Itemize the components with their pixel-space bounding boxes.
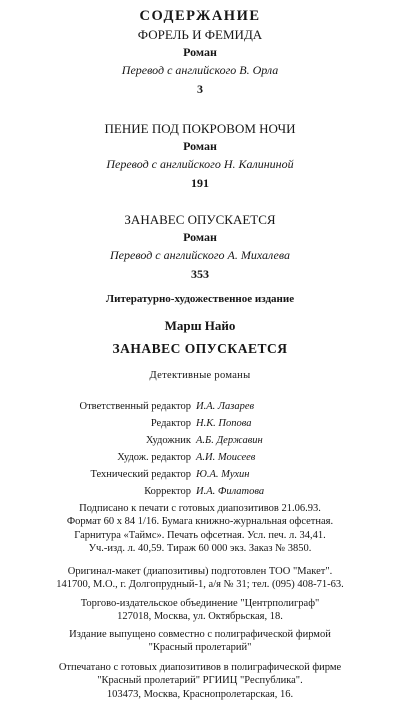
- work-title: ПЕНИЕ ПОД ПОКРОВОМ НОЧИ: [104, 121, 296, 136]
- print-specs: [0, 502, 400, 555]
- layout-origin-line: 141700, М.О., г. Долгопрудный-1, а/я № 31; тел. (095) 408-71-63.: [56, 579, 344, 591]
- joint-edition: [0, 628, 400, 655]
- staff-role: Художник: [145, 435, 191, 446]
- work-genre-label: Роман: [183, 139, 217, 153]
- printer-line: "Красный пролетарий" РГИИЦ "Республика".: [97, 675, 303, 687]
- edition-type: Литературно-художественное издание: [105, 293, 295, 305]
- printer-line: Отпечатано с готовых диапозитивов в полиграфической фирме: [58, 662, 342, 673]
- layout-origin-line: Оригинал-макет (диапозитивы) подготовлен ТОО "Макет".: [67, 566, 333, 577]
- distributor: [0, 597, 400, 624]
- staff-role: Худож. редактор: [117, 452, 191, 463]
- staff-role: Корректор: [144, 486, 191, 497]
- print-spec-line: Уч.-изд. л. 40,59. Тираж 60 000 экз. Заказ № 3850.: [88, 542, 312, 554]
- work-genre-label: Роман: [183, 45, 217, 59]
- book-title: ЗАНАВЕС ОПУСКАЕТСЯ: [112, 341, 288, 356]
- joint-edition-line: Издание выпущено совместно с полиграфической фирмой: [69, 629, 331, 640]
- staff-name: А.Б. Державин: [196, 435, 263, 446]
- print-spec-line: Подписано к печати с готовых диапозитивов 21.06.93.: [79, 503, 321, 514]
- work-translation: Перевод с английского А. Михалева: [110, 248, 290, 262]
- joint-edition-line: "Красный пролетарий": [148, 642, 252, 654]
- print-spec-line: Формат 60 х 84 1/16. Бумага книжно-журнальная офсетная.: [66, 516, 334, 528]
- staff-role: Ответственный редактор: [79, 401, 191, 412]
- staff-name: Ю.А. Мухин: [196, 469, 250, 480]
- printer-line: 103473, Москва, Краснопролетарская, 16.: [106, 688, 294, 700]
- staff-name: А.И. Моисеев: [196, 452, 256, 463]
- staff-name: Н.К. Попова: [196, 418, 252, 429]
- work-translation: Перевод с английского В. Орла: [121, 63, 279, 77]
- work-page-number: 3: [197, 82, 203, 96]
- work-title: ФОРЕЛЬ И ФЕМИДА: [137, 27, 263, 42]
- work-page-number: 353: [191, 267, 209, 281]
- work-translation: Перевод с английского Н. Калининой: [106, 157, 294, 171]
- contents-heading: СОДЕРЖАНИЕ: [139, 8, 261, 24]
- staff-name: И.А. Филатова: [196, 486, 265, 497]
- genre-subtitle: Детективные романы: [149, 370, 251, 381]
- staff-name: И.А. Лазарев: [196, 401, 255, 412]
- staff-role: Технический редактор: [90, 469, 191, 480]
- staff-role: Редактор: [150, 418, 191, 429]
- distributor-line: Торгово-издательское объединение "Центрполиграф": [80, 598, 320, 609]
- author-name: Марш Найо: [164, 318, 236, 333]
- distributor-line: 127018, Москва, ул. Октябрьская, 18.: [117, 611, 283, 623]
- print-spec-line: Гарнитура «Таймс». Печать офсетная. Усл. печ. л. 34,41.: [74, 529, 326, 541]
- work-page-number: 191: [191, 176, 209, 190]
- work-genre-label: Роман: [183, 230, 217, 244]
- layout-origin: [0, 565, 400, 592]
- printer-info: [0, 661, 400, 701]
- work-title: ЗАНАВЕС ОПУСКАЕТСЯ: [124, 212, 276, 227]
